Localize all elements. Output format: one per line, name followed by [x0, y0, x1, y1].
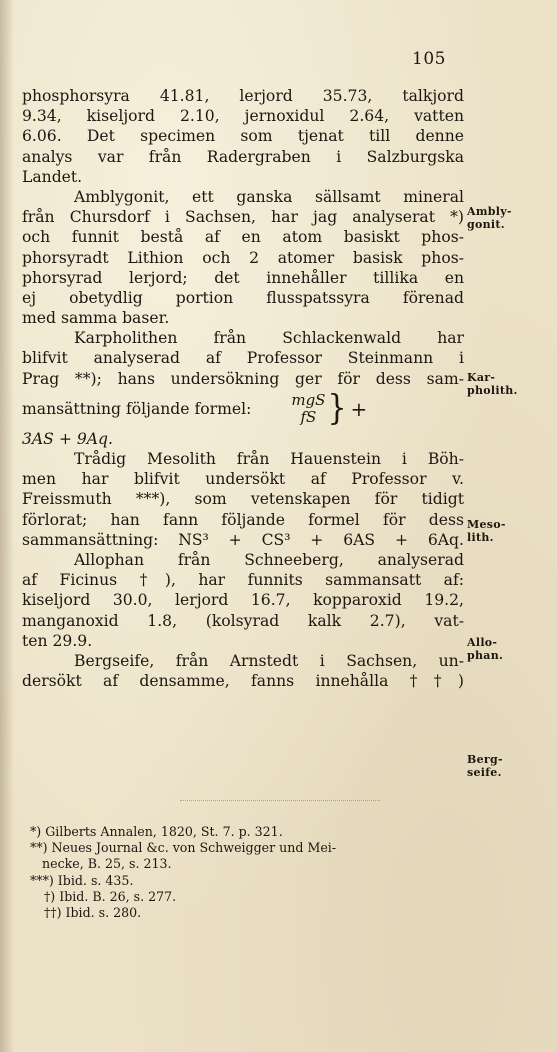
text-line: Prag **); hans undersökning ger för dess sam-	[22, 369, 464, 388]
margin-note-bergseife	[467, 754, 549, 779]
margin-note-karpholith	[467, 372, 549, 397]
text-line: Freissmuth ***), som vetenskapen för tidigt	[22, 490, 464, 509]
margin-note-line: Kar-	[467, 371, 496, 384]
footnote-4: †) Ibid. B. 26, s. 277.	[44, 888, 177, 904]
text-line: analys var från Radergraben i Salzburgska	[22, 147, 464, 166]
text-line: från Chursdorf i Sachsen, har jag analyserat *)	[22, 208, 464, 227]
text-line: manganoxid 1.8, (kolsyrad kalk 2.7), vat-	[22, 611, 464, 630]
margin-note-line: seife.	[467, 765, 502, 779]
paragraph-karpholith-start: Karpholithen från Schlackenwald har	[74, 329, 464, 348]
margin-note-line: Meso-	[467, 518, 506, 531]
margin-note-line: pholith.	[467, 383, 518, 397]
text-line: Landet.	[22, 167, 83, 186]
margin-note-line: Ambly-	[467, 205, 512, 218]
page-gutter-shadow	[0, 0, 14, 1052]
text-line: med samma baser.	[22, 309, 170, 328]
formula-intro: mansättning följande formel:	[22, 399, 252, 418]
paragraph-bergseife-start: Bergseife, från Arnstedt i Sachsen, un-	[74, 651, 464, 670]
formula-continuation: 3AS + 9Aq.	[22, 429, 113, 448]
margin-note-line: Allo-	[467, 636, 498, 649]
paragraph-mesolith-start: Trådig Mesolith från Hauenstein i Böh-	[74, 450, 464, 468]
footnote-5: ††) Ibid. s. 280.	[44, 905, 142, 921]
text-line: ej obetydlig portion flusspatssyra förenad	[22, 288, 464, 307]
formula-bracket: }	[327, 388, 347, 429]
page-number: 105	[412, 49, 446, 69]
margin-note-line: phan.	[467, 648, 504, 662]
footnote-2-continued: necke, B. 25, s. 213.	[42, 856, 172, 872]
text-line: kiseljord 30.0, lerjord 16.7, kopparoxid 19.2,	[22, 591, 464, 610]
text-line: phosphorsyra 41.81, lerjord 35.73, talkjord	[22, 87, 464, 105]
text-line: 6.06. Det specimen som tjenat till denne	[22, 127, 464, 146]
text-line: men har blifvit undersökt af Professor v.	[22, 470, 464, 489]
text-line: af Ficinus †), har funnits sammansatt af:	[22, 571, 464, 590]
formula-line	[22, 389, 464, 429]
margin-note-line: lith.	[467, 530, 494, 544]
text-line: phorsyrad lerjord; det innehåller tillika en	[22, 268, 464, 287]
margin-note-line: gonit.	[467, 217, 505, 231]
paragraph-allophan-start: Allophan från Schneeberg, analyserad	[74, 550, 464, 569]
footnote-separator	[180, 800, 380, 801]
formula-plus: +	[350, 396, 368, 421]
text-line: dersökt af densamme, fanns innehålla ††)	[22, 672, 464, 691]
text-line: blifvit analyserad af Professor Steinmann i	[22, 349, 464, 368]
text-line: och funnit bestå af en atom basiskt phos-	[22, 228, 464, 247]
footnote-1: *) Gilberts Annalen, 1820, St. 7. p. 321.	[30, 824, 283, 839]
margin-note-amblygonit	[467, 206, 549, 231]
footnote-2: **) Neues Journal &c. von Schweigger und Mei-	[30, 840, 337, 856]
margin-note-line: Berg-	[467, 753, 503, 766]
text-line: ten 29.9.	[22, 631, 93, 650]
text-line: sammansättning: NS³ + CS³ + 6AS + 6Aq.	[22, 530, 464, 549]
text-line: phorsyradt Lithion och 2 atomer basisk phos-	[22, 248, 464, 267]
formula-denominator: fS	[300, 407, 317, 426]
formula-numerator: mgS	[291, 390, 326, 409]
main-text	[22, 86, 464, 691]
text-line: förlorat; han fann följande formel för dess	[22, 510, 464, 529]
margin-note-mesolith	[467, 519, 549, 544]
paragraph-amblygonit-start: Amblygonit, ett ganska sällsamt mineral	[74, 187, 464, 206]
text-line: 9.34, kiseljord 2.10, jernoxidul 2.64, vatten	[22, 107, 464, 126]
margin-note-allophan	[467, 637, 549, 662]
formula-fraction	[291, 392, 325, 426]
footnote-3: ***) Ibid. s. 435.	[30, 872, 134, 888]
footnotes	[30, 824, 450, 921]
